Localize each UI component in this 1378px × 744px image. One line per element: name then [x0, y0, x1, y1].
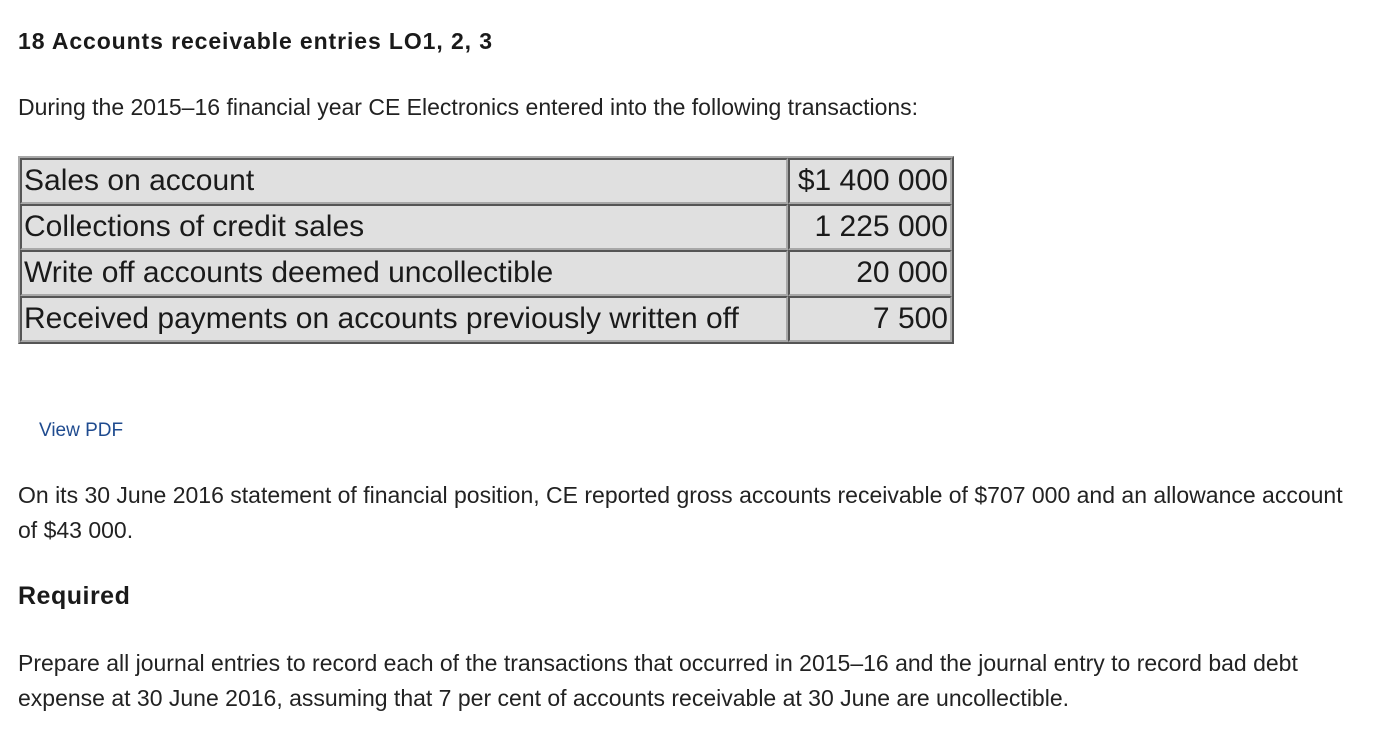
transaction-description: Collections of credit sales — [20, 204, 788, 250]
table-row — [20, 296, 952, 342]
question-title: 18 Accounts receivable entries LO1, 2, 3 — [18, 28, 493, 54]
transaction-amount: 1 225 000 — [788, 204, 952, 250]
table-row — [20, 158, 952, 204]
table-row — [20, 204, 952, 250]
transactions-table — [18, 156, 954, 344]
transaction-description: Write off accounts deemed uncollectible — [20, 250, 788, 296]
view-pdf-link[interactable]: View PDF — [39, 420, 124, 441]
table-row — [20, 250, 952, 296]
transaction-amount: 7 500 — [788, 296, 952, 342]
intro-text: During the 2015–16 financial year CE Electronics entered into the following transactions: — [18, 94, 919, 120]
required-instructions: Prepare all journal entries to record each of the transactions that occurred in 2015–16 and the journal entry to record bad debt expense at 30 June 2016, assuming that 7 per cent of accounts receivable at 30 June are uncollectible. — [18, 650, 1298, 711]
transaction-amount: 20 000 — [788, 250, 952, 296]
transaction-description: Sales on account — [20, 158, 788, 204]
required-heading: Required — [18, 582, 131, 610]
transaction-amount: $1 400 000 — [788, 158, 952, 204]
transaction-description: Received payments on accounts previously written off — [20, 296, 788, 342]
financial-position-text: On its 30 June 2016 statement of financial position, CE reported gross accounts receivable of $707 000 and an allowance account of $43 000. — [18, 482, 1343, 543]
